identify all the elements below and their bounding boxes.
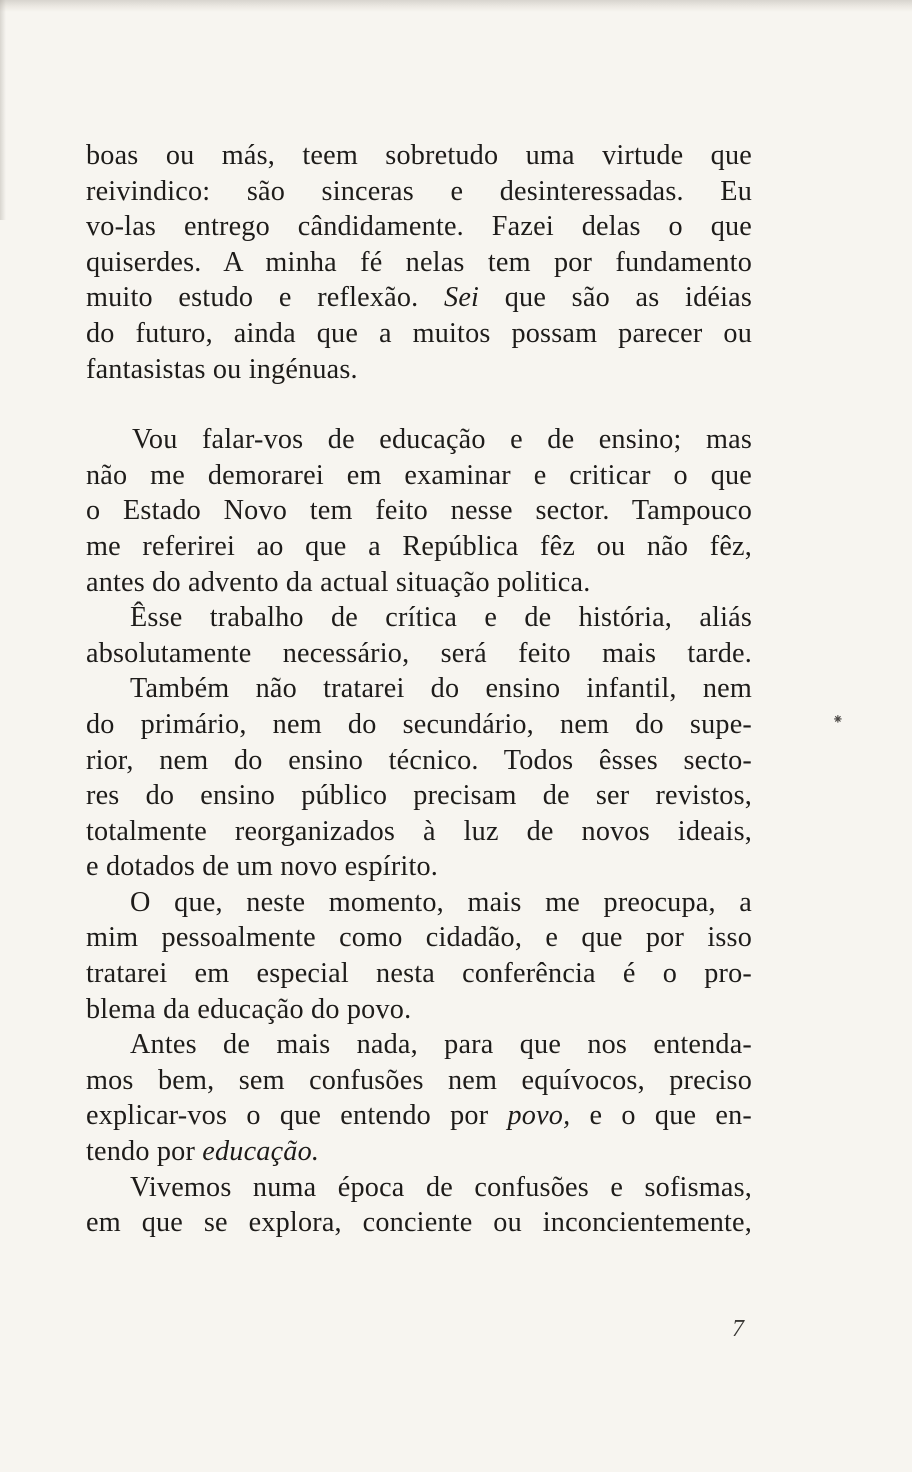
paragraph-6 — [86, 1027, 752, 1169]
text-line: totalmente reorganizados à luz de novos ideais, — [86, 815, 752, 847]
text-line: Êsse trabalho de crítica e de história, aliás — [130, 602, 752, 634]
text-line: absolutamente necessário, será feito mais tarde. — [86, 637, 752, 669]
text-line: boas ou más, teem sobretudo uma virtude que — [86, 140, 752, 171]
text-line: Vivemos numa época de confusões e sofismas, — [130, 1171, 752, 1203]
text-segment: que são as idéias — [479, 282, 752, 314]
paragraph-3 — [86, 600, 752, 671]
text-line: Vou falar-vos de educação e de ensino; mas — [132, 424, 752, 456]
text-line: o Estado Novo tem feito nesse sector. Tampouco — [86, 495, 752, 527]
text-line: mos bem, sem confusões nem equívocos, preciso — [86, 1064, 752, 1096]
text-line: quiserdes. A minha fé nelas tem por fundamento — [86, 246, 752, 278]
text-line: fantasistas ou ingénuas. — [86, 353, 358, 385]
paragraph-1 — [86, 138, 752, 387]
paragraph-2 — [86, 422, 752, 600]
paragraph-7 — [86, 1170, 752, 1241]
body-text — [86, 138, 752, 1241]
paragraph-5 — [86, 885, 752, 1027]
italic-text: educação. — [202, 1136, 320, 1168]
text-line: Também não tratarei do ensino infantil, nem — [130, 673, 752, 705]
text-line: rior, nem do ensino técnico. Todos êsses secto- — [86, 744, 752, 776]
section-gap — [86, 387, 752, 422]
italic-text: Sei — [444, 282, 480, 314]
text-line: tratarei em especial nesta conferência é o pro- — [86, 958, 752, 990]
page-number: 7 — [732, 1316, 744, 1342]
text-line: res do ensino público precisam de ser revistos, — [86, 780, 752, 812]
text-line: do futuro, ainda que a muitos possam parecer ou — [86, 317, 752, 349]
page-top-edge — [0, 0, 912, 12]
stray-ink-mark: ⁕ — [832, 713, 844, 728]
text-line: em que se explora, conciente ou inconcientemente, — [86, 1207, 752, 1239]
paragraph-4 — [86, 671, 752, 885]
text-line: e dotados de um novo espírito. — [86, 851, 439, 883]
text-segment: muito estudo e reflexão. — [86, 282, 445, 314]
text-line: mim pessoalmente como cidadão, e que por isso — [86, 922, 752, 954]
text-line: reivindico: são sinceras e desinteressadas. Eu — [86, 175, 752, 207]
text-line: não me demorarei em examinar e criticar o que — [86, 459, 752, 491]
text-line: do primário, nem do secundário, nem do supe- — [86, 708, 752, 740]
text-line — [86, 1134, 752, 1170]
text-line: blema da educação do povo. — [86, 993, 412, 1025]
text-segment: explicar-vos o que entendo por — [86, 1100, 508, 1132]
text-line: me referirei ao que a República fêz ou não fêz, — [86, 530, 752, 562]
italic-text: povo, — [507, 1100, 571, 1132]
text-line: O que, neste momento, mais me preocupa, a — [130, 886, 752, 918]
text-line — [86, 280, 752, 316]
text-segment: tendo por — [86, 1136, 203, 1168]
text-segment: e o que en- — [570, 1100, 752, 1132]
text-line: Antes de mais nada, para que nos entenda- — [130, 1029, 752, 1061]
text-line — [86, 1098, 752, 1134]
text-line: antes do advento da actual situação politica. — [86, 566, 591, 598]
page-left-shadow — [0, 0, 6, 220]
text-line: vo-las entrego cândidamente. Fazei delas o que — [86, 211, 752, 243]
